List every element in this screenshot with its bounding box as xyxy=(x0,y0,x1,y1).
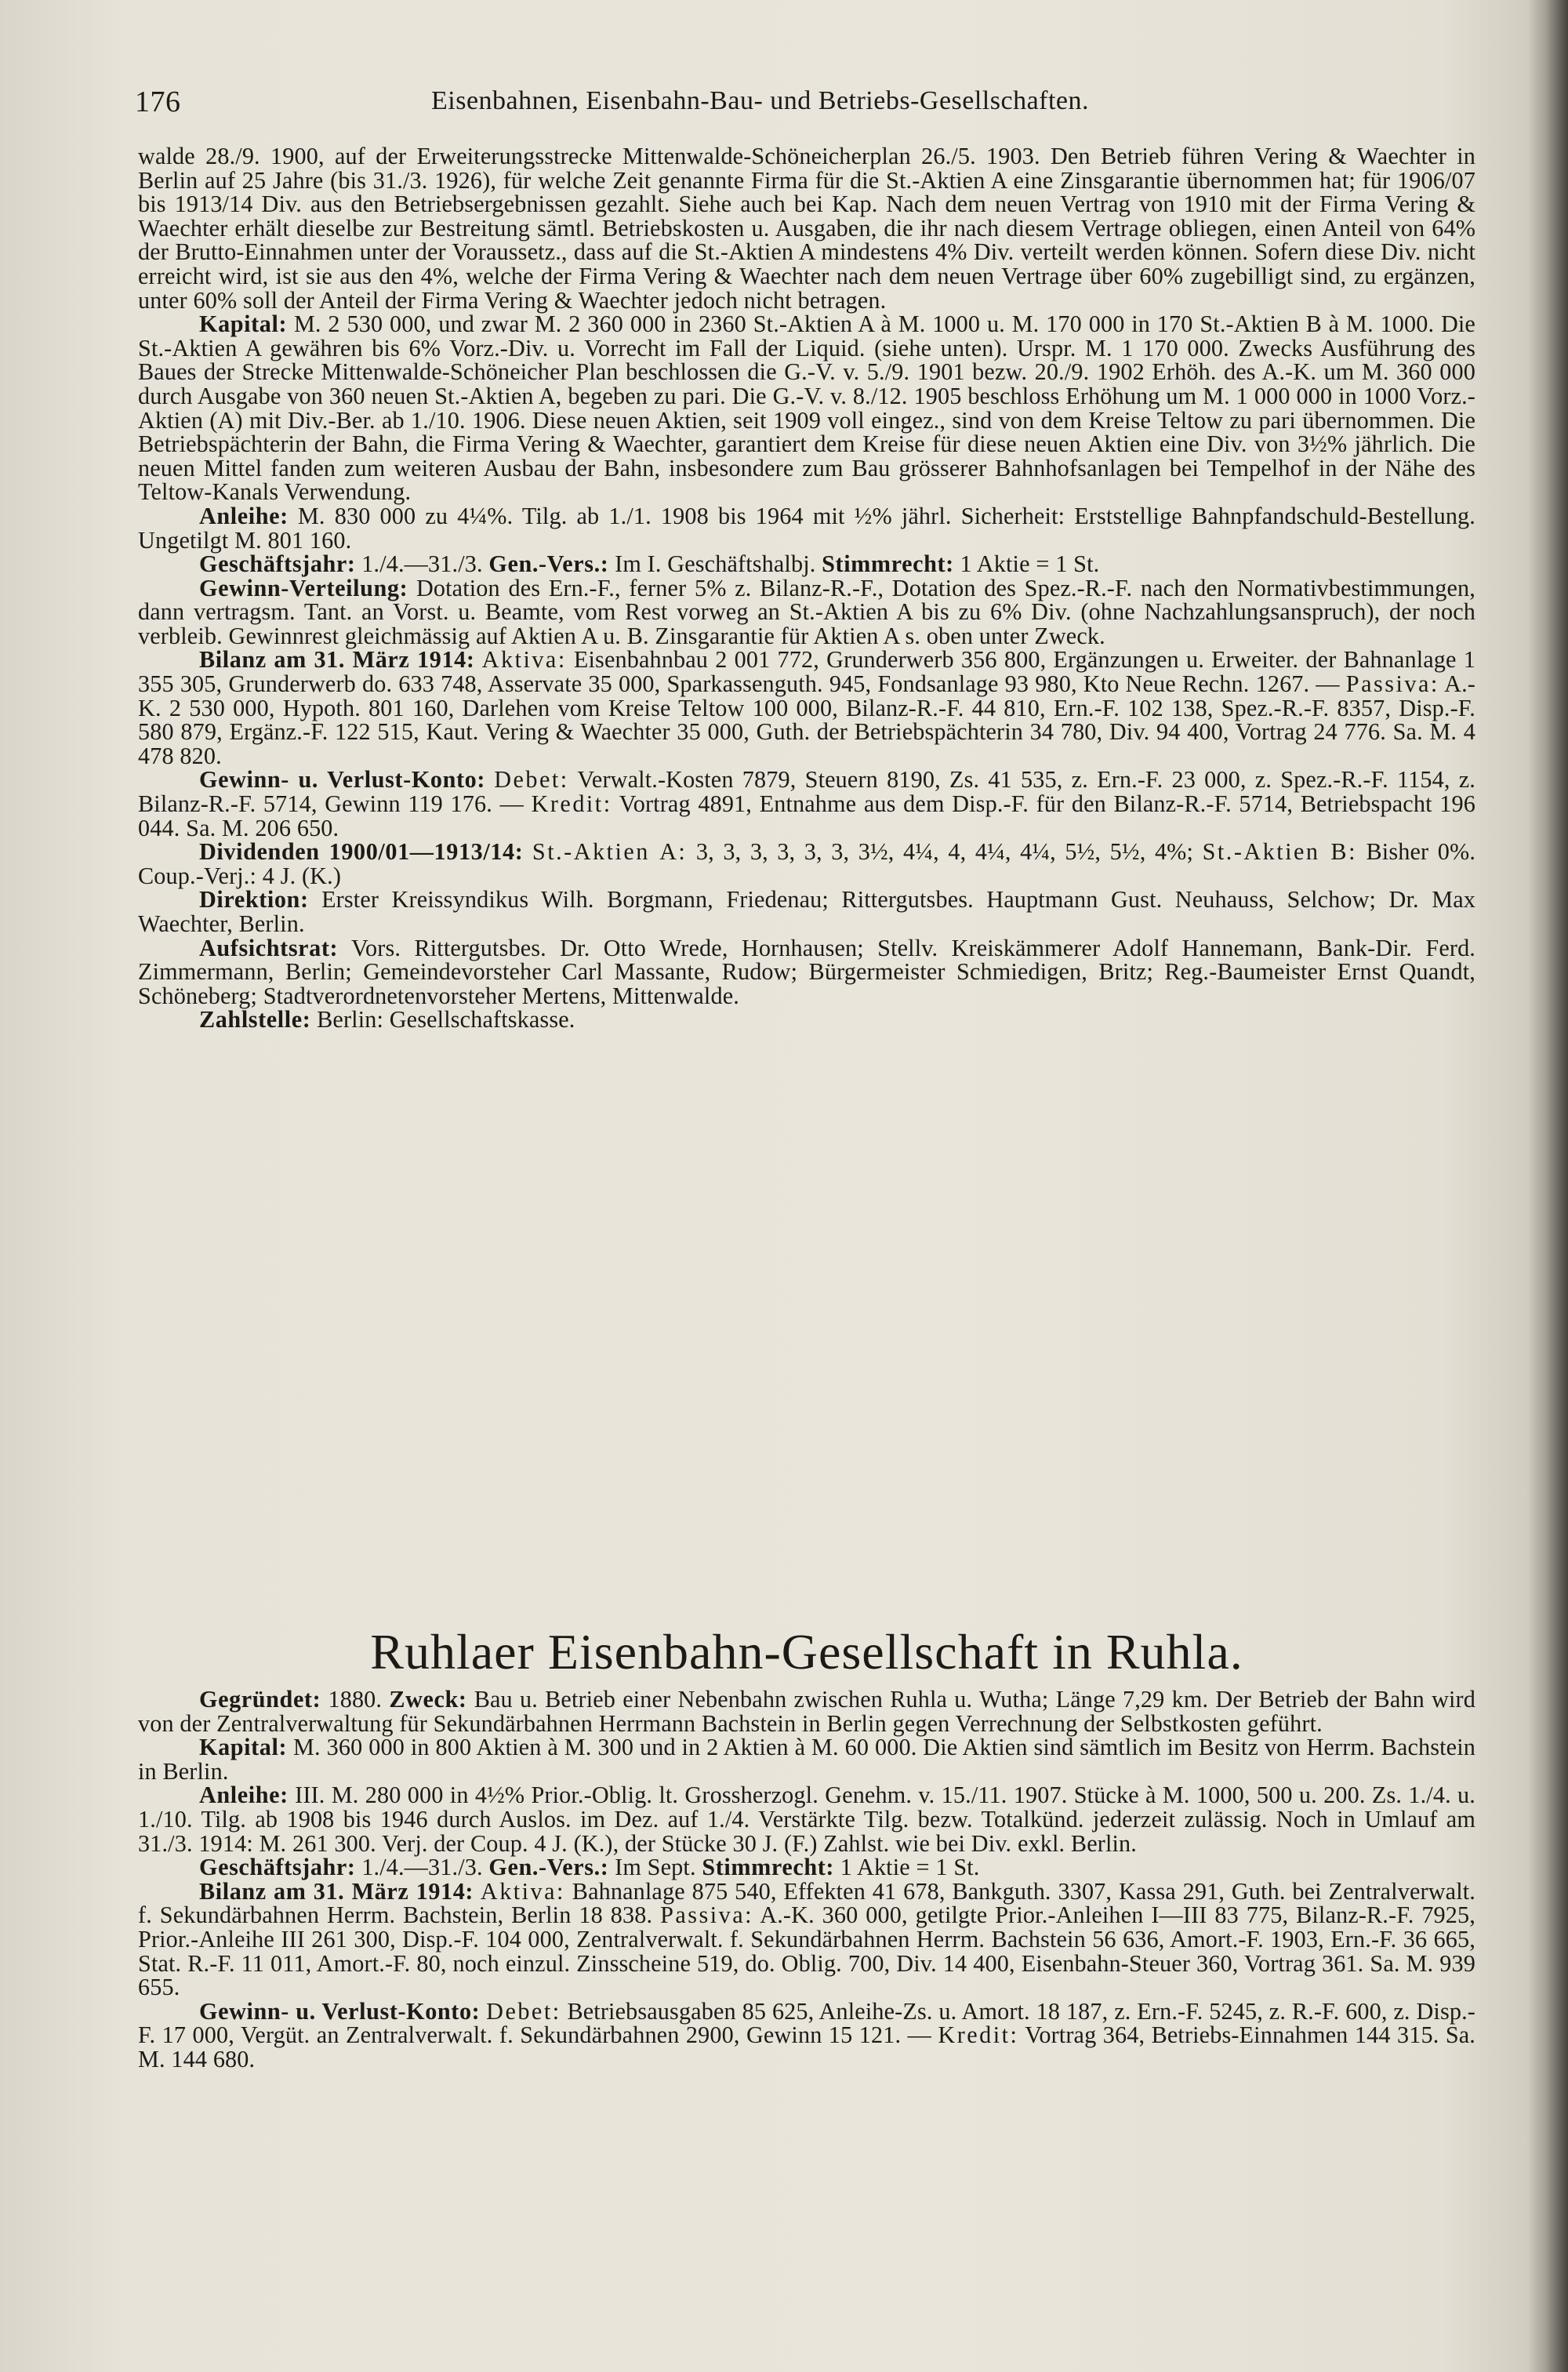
dividenden-b-label: St.-Aktien B: xyxy=(1202,838,1357,866)
gvk-paragraph xyxy=(138,768,1475,840)
kapital-text: M. 2 530 000, und zwar M. 2 360 000 in 2360 St.-Aktien A à M. 1000 u. M. 170 000 in 170 St.-Aktien B à M. 1000. Die St.-Aktien A gewähren bis 6% Vorz.-Div. u. Vorrecht im Fall der Liquid. (siehe unten). Urspr. M. 1 170 000. Zwecks Ausführung des Baues der Strecke Mittenwalde-Schöneicher Plan beschlossen die G.-V. v. 5./9. 1901 bezw. 20./9. 1902 Erhöh. des A.-K. um M. 360 000 durch Ausgabe von 360 neuen St.-Aktien A, begeben zu pari. Die G.-V. v. 8./12. 1905 beschloss Erhöhung um M. 1 000 000 in 1000 Vorz.-Aktien (A) mit Div.-Ber. ab 1./10. 1906. Diese neuen Aktien, seit 1909 voll eingez., sind von dem Kreise Teltow zu pari übernommen. Die Betriebspächterin der Bahn, die Firma Vering & Waechter, garantiert dem Kreise für diese neuen Aktien eine Div. von 3½% jährlich. Die neuen Mittel fanden zum weiteren Ausbau der Bahn, insbesondere zum Bau grösserer Bahnhofsanlagen bei Tempelhof in der Nähe des Teltow-Kanals Verwendung. xyxy=(138,311,1475,506)
gegruendet-text: 1880. xyxy=(328,1686,383,1713)
company-title: Ruhlaer Eisenbahn-Gesellschaft in Ruhla. xyxy=(370,1624,1243,1680)
kapital-paragraph xyxy=(138,312,1475,504)
gewinnverteilung-text: Dotation des Ern.-F., ferner 5% z. Bilanz-R.-F., Dotation des Spez.-R.-F. nach den Normativbestimmungen, dann vertragsm. Tant. an Vorst. u. Beamte, vom Rest vorweg an St.-Aktien A bis zu 6% Div. (ohne Nachzahlungsanspruch), der noch verbleib. Gewinnrest gleichmässig auf Aktien A u. B. Zinsgarantie für Aktien A s. oben unter Zweck. xyxy=(138,574,1475,649)
geschaeftsjahr-paragraph xyxy=(138,552,1475,576)
anleihe-text-2: III. M. 280 000 in 4½% Prior.-Oblig. lt. Grossherzogl. Genehm. v. 15./11. 1907. Stücke à M. 1000, 500 u. 200. Zs. 1./4. u. 1./10. Tilg. ab 1908 bis 1946 durch Auslos. im Dez. auf 1./4. Verstärkte Tilg. bezw. Totalkünd. jederzeit zulässig. Noch in Umlauf am 31./3. 1914: M. 261 300. Verj. der Coup. 4 J. (K.), der Stücke 30 J. (F.) Zahlst. wie bei Div. exkl. Berlin. xyxy=(138,1782,1476,1857)
dividenden-a-label: St.-Aktien A: xyxy=(532,838,688,866)
geschaeftsjahr-text: 1./4.—31./3. xyxy=(361,550,483,578)
section-ruhlaer-eisenbahn xyxy=(138,1687,1475,2072)
gvk-paragraph-2 xyxy=(138,1997,1476,2072)
gvk-kredit-label: Kredit: xyxy=(531,790,612,818)
kapital-label-2: Kapital: xyxy=(199,1734,288,1761)
gvk-label-2: Gewinn- u. Verlust-Konto: xyxy=(199,1997,481,2025)
aufsichtsrat-text: Vors. Rittergutsbes. Dr. Otto Wrede, Hornhausen; Stellv. Kreiskämmerer Adolf Hannemann, Bank-Dir. Ferd. Zimmermann, Berlin; Gemeindevorsteher Carl Massante, Rudow; Bürgermeister Schmiedigen, Britz; Reg.-Baumeister Ernst Quandt, Schöneberg; Stadtverordnetenvorsteher Mertens, Mittenwalde. xyxy=(138,934,1476,1009)
gvk-kredit-text: Vortrag 4891, Entnahme aus dem Disp.-F. für den Bilanz-R.-F. 5714, Betriebspacht 196 044. Sa. M. 206 650. xyxy=(138,790,1475,841)
gewinnverteilung-paragraph xyxy=(138,576,1475,648)
zahlstelle-text: Berlin: Gesellschaftskasse. xyxy=(317,1006,575,1033)
gvk-kredit-label-2: Kredit: xyxy=(938,2021,1019,2049)
direktion-paragraph xyxy=(138,888,1475,935)
gvk-label: Gewinn- u. Verlust-Konto: xyxy=(199,766,485,794)
running-title: Eisenbahnen, Eisenbahn-Bau- und Betriebs-Gesellschaften. xyxy=(431,86,1090,115)
zweck-text: Bau u. Betrieb einer Nebenbahn zwischen Ruhla u. Wutha; Länge 7,29 km. Der Betrieb der Bahn wird von der Zentralverwaltung für Sekundärbahnen Herrmann Bachstein in Berlin gegen Verrechnung der Selbstkosten geführt. xyxy=(138,1686,1476,1737)
kapital-paragraph-2 xyxy=(138,1735,1475,1783)
gegruendet-paragraph xyxy=(138,1687,1475,1735)
geschaeftsjahr-paragraph-2 xyxy=(138,1855,1475,1880)
geschaeftsjahr-label-2: Geschäftsjahr: xyxy=(199,1854,356,1881)
gewinnverteilung-label: Gewinn-Verteilung: xyxy=(199,574,408,601)
bilanz-passiva-label-2: Passiva: xyxy=(660,1902,754,1929)
anleihe-text: M. 830 000 zu 4¼%. Tilg. ab 1./1. 1908 bis 1964 mit ½% jährl. Sicherheit: Erststellige Bahnpfandschuld-Bestellung. Ungetilgt M. 801 160. xyxy=(138,502,1475,554)
section-previous-company xyxy=(138,144,1475,1032)
anleihe-label-2: Anleihe: xyxy=(199,1782,289,1809)
bilanz-paragraph-2 xyxy=(138,1877,1475,2001)
gvk-debet-text-2: Betriebsausgaben 85 625, Anleihe-Zs. u. Amort. 18 187, z. Ern.-F. 5245, z. R.-F. 600, z. Disp.-F. 17 000, Vergüt. an Zentralverwalt. f. Sekundärbahnen 2900, Gewinn 15 121. — xyxy=(138,1997,1476,2049)
gvk-debet-text: Verwalt.-Kosten 7879, Steuern 8190, Zs. 41 535, z. Ern.-F. 23 000, z. Spez.-R.-F. 1154, z. Bilanz-R.-F. 5714, Gewinn 119 176. — xyxy=(138,766,1475,818)
bilanz-passiva-text-2: A.-K. 360 000, getilgte Prior.-Anleihen I—III 83 775, Bilanz-R.-F. 7925, Prior.-Anleihe III 261 300, Disp.-F. 104 000, Zentralverwalt. f. Sekundärbahnen Herrm. Bachstein 56 636, Amort.-F. 1903, Ern.-F. 36 665, Stat. R.-F. 11 011, Amort.-F. 80, noch einzul. Zinsscheine 519, do. Oblig. 700, Div. 14 400, Eisenbahn-Steuer 360, Vortrag 361. Sa. M. 939 655. xyxy=(138,1902,1475,2001)
gegruendet-label: Gegründet: xyxy=(199,1686,321,1713)
anleihe-paragraph xyxy=(138,504,1475,552)
dividenden-label: Dividenden 1900/01—1913/14: xyxy=(199,838,524,866)
bilanz-aktiva-text-2: Bahnanlage 875 540, Effekten 41 678, Bankguth. 3307, Kassa 291, Guth. bei Zentralverwalt. f. Sekundärbahnen Herrm. Bachstein, Berlin 18 838. xyxy=(138,1877,1475,1929)
zahlstelle-paragraph xyxy=(138,1008,1475,1032)
bilanz-aktiva-text: Eisenbahnbau 2 001 772, Grunderwerb 356 800, Ergänzungen u. Erweiter. der Bahnanlage 1 355 305, Grunderwerb do. 633 748, Asservate 35 000, Sparkassenguth. 945, Fondsanlage 93 980, Kto Neue Rechn. 1267. — xyxy=(138,646,1475,698)
geschaeftsjahr-label: Geschäftsjahr: xyxy=(199,550,356,578)
zweck-label: Zweck: xyxy=(389,1686,467,1713)
bilanz-label: Bilanz am 31. März 1914: xyxy=(199,646,475,674)
bilanz-passiva-text: A.-K. 2 530 000, Hypoth. 801 160, Darlehen vom Kreise Teltow 100 000, Bilanz-R.-F. 44 810, Ern.-F. 102 138, Spez.-R.-F. 8357, Disp.-F. 580 879, Ergänz.-F. 122 515, Kaut. Vering & Waechter 35 000, Guth. der Betriebspächterin 34 780, Div. 94 400, Vortrag 24 776. Sa. M. 4 478 820. xyxy=(138,670,1476,769)
zahlstelle-label: Zahlstelle: xyxy=(199,1006,311,1033)
dividenden-a-text: 3, 3, 3, 3, 3, 3, 3½, 4¼, 4, 4¼, 4¼, 5½, 5½, 4%; xyxy=(695,838,1194,866)
aufsichtsrat-paragraph xyxy=(138,936,1475,1008)
anleihe-paragraph-2 xyxy=(138,1783,1475,1855)
bilanz-passiva-label: Passiva: xyxy=(1345,670,1439,698)
genvers-label-2: Gen.-Vers.: xyxy=(488,1854,609,1881)
page-header xyxy=(135,85,1483,132)
genvers-text: Im I. Geschäftshalbj. xyxy=(615,550,816,578)
bilanz-aktiva-label: Aktiva: xyxy=(481,646,567,674)
stimmrecht-text-2: 1 Aktie = 1 St. xyxy=(840,1854,980,1881)
geschaeftsjahr-text-2: 1./4.—31./3. xyxy=(361,1854,483,1881)
aufsichtsrat-label: Aufsichtsrat: xyxy=(199,934,339,961)
stimmrecht-label: Stimmrecht: xyxy=(822,550,954,578)
direktion-text: Erster Kreissyndikus Wilh. Borgmann, Friedenau; Rittergutsbes. Hauptmann Gust. Neuhauss, Selchow; Dr. Max Waechter, Berlin. xyxy=(138,886,1475,937)
kapital-label: Kapital: xyxy=(199,311,288,338)
bilanz-label-2: Bilanz am 31. März 1914: xyxy=(199,1877,474,1905)
page-edge-shadow xyxy=(1527,0,1568,2372)
genvers-label: Gen.-Vers.: xyxy=(488,550,609,578)
gvk-kredit-text-2: Vortrag 364, Betriebs-Einnahmen 144 315. Sa. M. 144 680. xyxy=(138,2021,1475,2072)
gvk-debet-label-2: Debet: xyxy=(486,1997,561,2025)
direktion-label: Direktion: xyxy=(199,886,309,914)
bilanz-aktiva-label-2: Aktiva: xyxy=(480,1877,565,1905)
genvers-text-2: Im Sept. xyxy=(615,1854,696,1881)
bilanz-paragraph xyxy=(138,648,1475,768)
page-number: 176 xyxy=(135,85,181,118)
kapital-text-2: M. 360 000 in 800 Aktien à M. 300 und in 2 Aktien à M. 60 000. Die Aktien sind sämtlich im Besitz von Herrm. Bachstein in Berlin. xyxy=(138,1734,1475,1785)
dividenden-paragraph xyxy=(138,840,1475,888)
dividenden-b-text: Bisher 0%. Coup.-Verj.: 4 J. (K.) xyxy=(138,838,1476,889)
intro-paragraph: walde 28./9. 1900, auf der Erweiterungsstrecke Mittenwalde-Schöneicherplan 26./5. 1903. Den Betrieb führen Vering & Waechter in Berlin auf 25 Jahre (bis 31./3. 1926), für welche Zeit genannte Firma für die St.-Aktien A eine Zinsgarantie übernommen hat; für 1906/07 bis 1913/14 Div. aus den Betriebsergebnissen gezahlt. Siehe auch bei Kap. Nach dem neuen Vertrag von 1910 mit der Firma Vering & Waechter erhält dieselbe zur Bestreitung sämtl. Betriebskosten u. Ausgaben, die ihr nach diesem Vertrage obliegen, einen Anteil von 64% der Brutto-Einnahmen unter der Voraussetz., dass auf die St.-Aktien A mindestens 4% Div. verteilt werden können. Sofern diese Div. nicht erreicht wird, ist sie aus den 4%, welche der Firma Vering & Waechter nach dem neuen Vertrage über 60% zugebilligt sind, zu ergänzen, unter 60% soll der Anteil der Firma Vering & Waechter jedoch nicht betragen. xyxy=(138,143,1475,314)
stimmrecht-label-2: Stimmrecht: xyxy=(702,1854,835,1881)
anleihe-label: Anleihe: xyxy=(199,502,289,529)
gvk-debet-label: Debet: xyxy=(494,766,569,794)
stimmrecht-text: 1 Aktie = 1 St. xyxy=(960,550,1100,578)
